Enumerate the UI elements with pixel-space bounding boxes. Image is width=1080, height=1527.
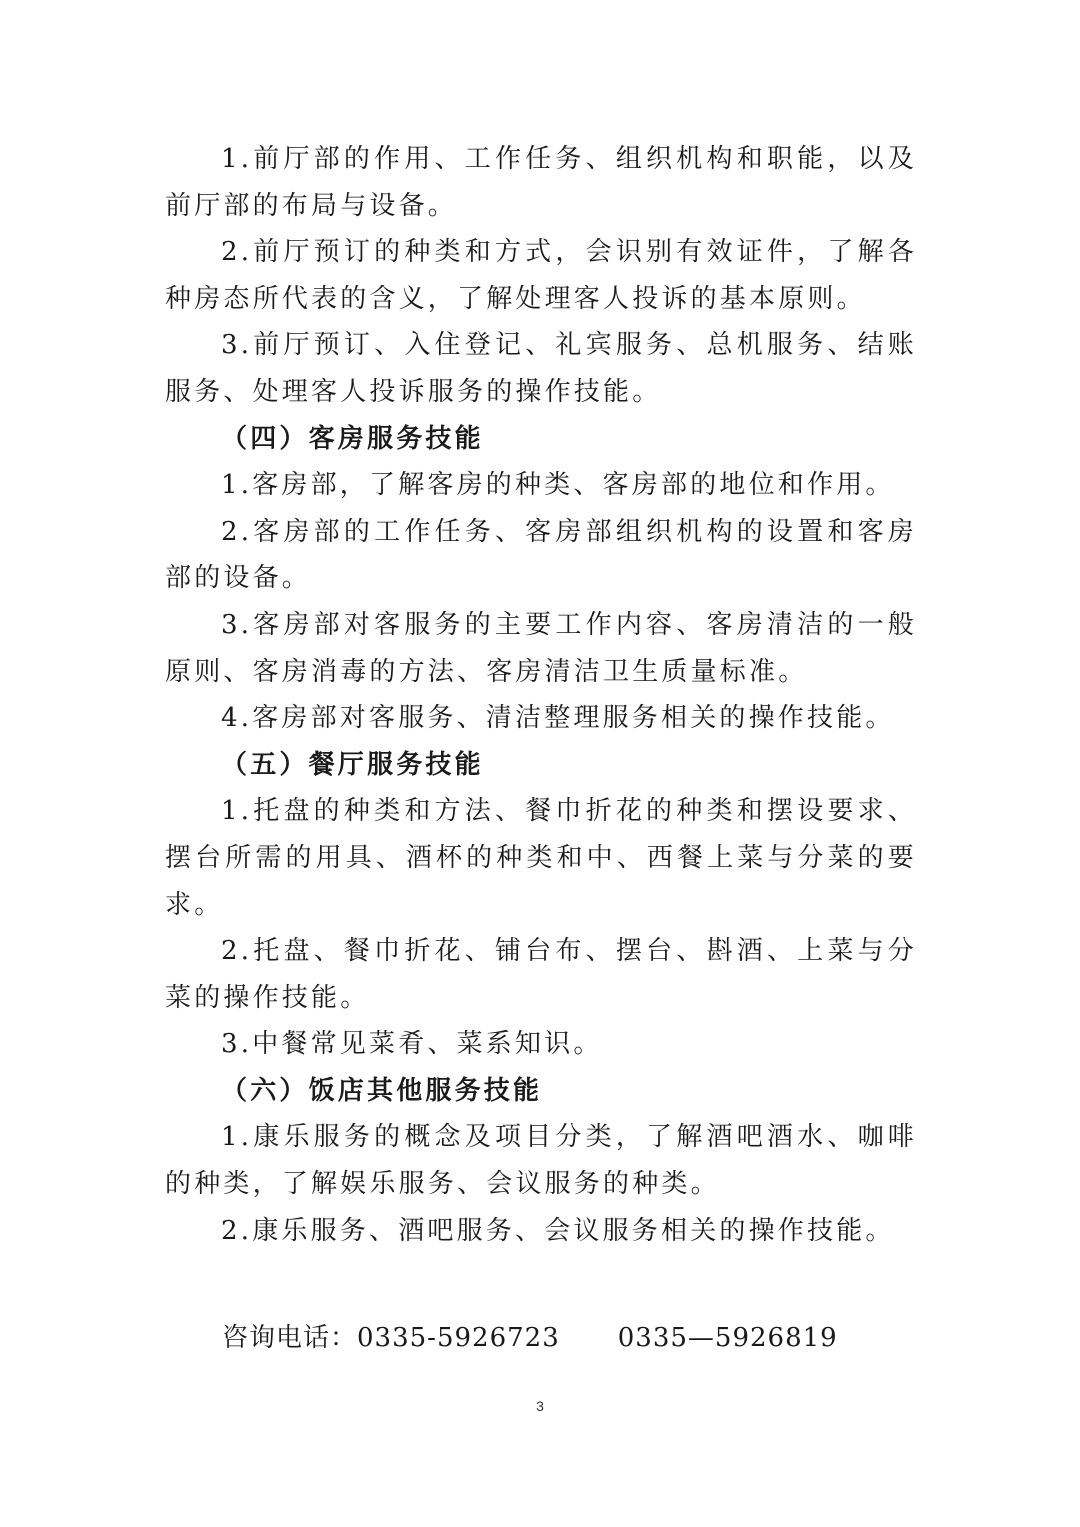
contact-line <box>222 1315 838 1361</box>
contact-phone-2: 0335—5926819 <box>617 1323 838 1353</box>
paragraph: 2.前厅预订的种类和方式，会识别有效证件，了解各种房态所代表的含义，了解处理客人投诉的基本原则。 <box>165 237 917 314</box>
paragraph: 4.客房部对客服务、清洁整理服务相关的操作技能。 <box>221 703 895 734</box>
section-heading: （四）客房服务技能 <box>221 423 484 454</box>
paragraph: 3.客房部对客服务的主要工作内容、客房清洁的一般原则、客房消毒的方法、客房清洁卫生质量标准。 <box>165 609 917 687</box>
page-number: 3 <box>536 1398 544 1414</box>
section-heading: （五）餐厅服务技能 <box>221 749 484 780</box>
paragraph: 1.康乐服务的概念及项目分类，了解酒吧酒水、咖啡的种类，了解娱乐服务、会议服务的种类。 <box>165 1122 917 1200</box>
paragraph: 1.客房部，了解客房的种类、客房部的地位和作用。 <box>221 470 895 501</box>
paragraph: 3.中餐常见菜肴、菜系知识。 <box>221 1029 603 1060</box>
paragraph: 3.前厅预订、入住登记、礼宾服务、总机服务、结账服务、处理客人投诉服务的操作技能。 <box>165 330 917 407</box>
document-body <box>165 136 917 1254</box>
contact-label: 咨询电话： <box>222 1323 358 1353</box>
paragraph: 1.托盘的种类和方法、餐巾折花的种类和摆设要求、摆台所需的用具、酒杯的种类和中、西餐上菜与分菜的要求。 <box>165 796 917 920</box>
paragraph: 2.托盘、餐巾折花、铺台布、摆台、斟酒、上菜与分菜的操作技能。 <box>165 936 917 1013</box>
section-heading: （六）饭店其他服务技能 <box>221 1075 543 1106</box>
paragraph: 2.康乐服务、酒吧服务、会议服务相关的操作技能。 <box>221 1215 895 1246</box>
paragraph: 2.客房部的工作任务、客房部组织机构的设置和客房部的设备。 <box>165 516 917 594</box>
paragraph: 1.前厅部的作用、工作任务、组织机构和职能，以及前厅部的布局与设备。 <box>165 144 917 221</box>
contact-phone-1: 0335-5926723 <box>357 1323 560 1353</box>
